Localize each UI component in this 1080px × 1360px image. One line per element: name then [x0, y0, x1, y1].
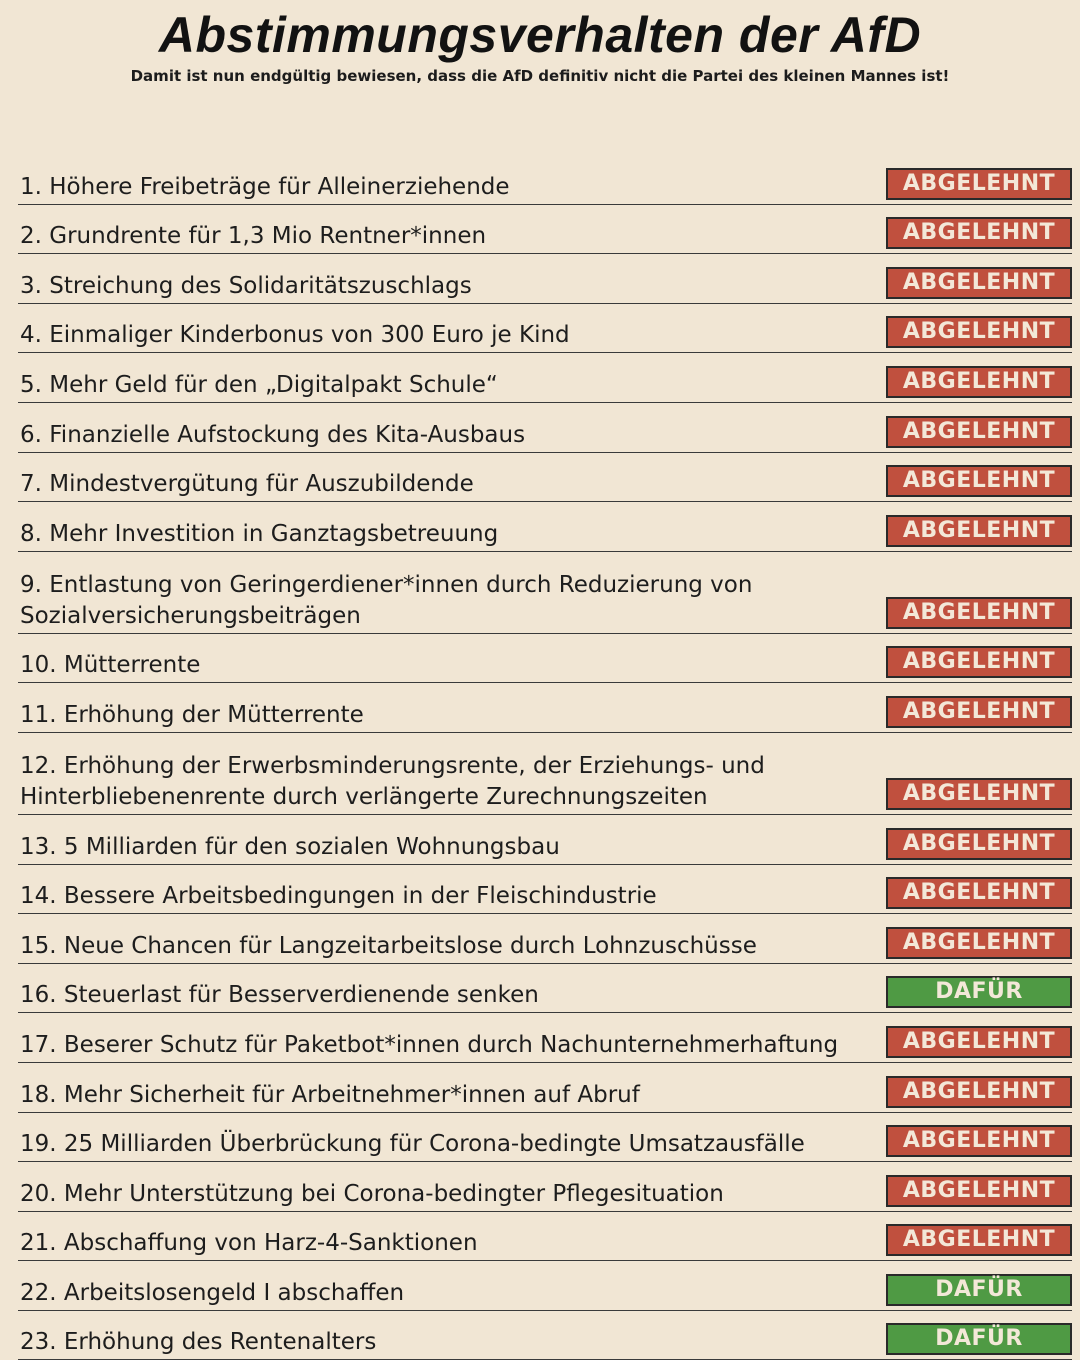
vote-badge-rejected: ABGELEHNT [886, 316, 1072, 348]
proposal-text: 10. Mütterrente [20, 652, 201, 679]
proposal-text: 15. Neue Chancen für Langzeitarbeitslose durch Lohnzuschüsse [20, 932, 757, 959]
proposal-text: 1. Höhere Freibeträge für Alleinerziehende [20, 173, 510, 200]
vote-badge-approved: DAFÜR [886, 976, 1072, 1008]
vote-row [18, 733, 1072, 815]
vote-badge-rejected: ABGELEHNT [886, 465, 1072, 497]
vote-row [18, 155, 1072, 205]
vote-row [18, 964, 1072, 1014]
proposal-text: 8. Mehr Investition in Ganztagsbetreuung [20, 520, 499, 547]
vote-badge-rejected: ABGELEHNT [886, 515, 1072, 547]
proposal-text: 18. Mehr Sicherheit für Arbeitnehmer*innen auf Abruf [20, 1081, 640, 1108]
proposal-text: 23. Erhöhung des Rentenalters [20, 1329, 377, 1356]
proposal-text: 19. 25 Milliarden Überbrückung für Corona-bedingte Umsatzausfälle [20, 1131, 805, 1158]
vote-badge-rejected: ABGELEHNT [886, 416, 1072, 448]
page-subtitle: Damit ist nun endgültig bewiesen, dass die AfD definitiv nicht die Partei des kleinen Mannes ist! [130, 67, 950, 85]
vote-badge-rejected: ABGELEHNT [886, 366, 1072, 398]
vote-row [18, 205, 1072, 255]
vote-badge-rejected: ABGELEHNT [886, 217, 1072, 249]
vote-row [18, 1113, 1072, 1163]
vote-badge-rejected: ABGELEHNT [886, 877, 1072, 909]
proposal-text: 7. Mindestvergütung für Auszubildende [20, 471, 474, 498]
vote-badge-rejected: ABGELEHNT [886, 828, 1072, 860]
proposal-text: 3. Streichung des Solidaritätszuschlags [20, 272, 472, 299]
proposal-text: 11. Erhöhung der Mütterrente [20, 701, 364, 728]
vote-badge-rejected: ABGELEHNT [886, 1076, 1072, 1108]
proposal-text: 2. Grundrente für 1,3 Mio Rentner*innen [20, 223, 487, 250]
proposal-text: 9. Entlastung von Geringerdiener*innen durch Reduzierung von Sozialversicherungsbeiträgen [20, 571, 753, 629]
vote-row [18, 304, 1072, 354]
vote-badge-rejected: ABGELEHNT [886, 646, 1072, 678]
vote-row [18, 815, 1072, 865]
proposal-text: 17. Beserer Schutz für Paketbot*innen durch Nachunternehmerhaftung [20, 1031, 839, 1058]
proposal-text: 21. Abschaffung von Harz-4-Sanktionen [20, 1230, 478, 1257]
header [0, 0, 1080, 86]
vote-badge-rejected: ABGELEHNT [886, 267, 1072, 299]
proposal-text: 16. Steuerlast für Besserverdienende senken [20, 982, 539, 1009]
vote-row [18, 1261, 1072, 1311]
proposal-text: 12. Erhöhung der Erwerbsminderungsrente, der Erziehungs- und Hinterbliebenenrente durch verlängerte Zurechnungszeiten [20, 752, 765, 810]
vote-row [18, 683, 1072, 733]
vote-row [18, 1311, 1072, 1360]
vote-row [18, 1063, 1072, 1113]
vote-badge-rejected: ABGELEHNT [886, 1026, 1072, 1058]
vote-row [18, 865, 1072, 915]
vote-row [18, 552, 1072, 634]
vote-badge-rejected: ABGELEHNT [886, 927, 1072, 959]
proposal-text: 14. Bessere Arbeitsbedingungen in der Fleischindustrie [20, 883, 657, 910]
vote-row [18, 634, 1072, 684]
vote-row [18, 453, 1072, 503]
vote-row [18, 1013, 1072, 1063]
proposal-text: 6. Finanzielle Aufstockung des Kita-Ausbaus [20, 421, 526, 448]
vote-row [18, 1162, 1072, 1212]
vote-badge-rejected: ABGELEHNT [886, 597, 1072, 629]
vote-row [18, 502, 1072, 552]
vote-row [18, 403, 1072, 453]
page-title: Abstimmungsverhalten der AfD [158, 7, 922, 63]
proposal-text: 22. Arbeitslosengeld I abschaffen [20, 1279, 405, 1306]
vote-badge-approved: DAFÜR [886, 1323, 1072, 1355]
vote-row [18, 254, 1072, 304]
proposal-text: 4. Einmaliger Kinderbonus von 300 Euro je Kind [20, 322, 570, 349]
proposal-text: 20. Mehr Unterstützung bei Corona-bedingter Pflegesituation [20, 1180, 724, 1207]
proposal-text: 13. 5 Milliarden für den sozialen Wohnungsbau [20, 833, 560, 860]
vote-badge-rejected: ABGELEHNT [886, 168, 1072, 200]
vote-badge-rejected: ABGELEHNT [886, 1175, 1072, 1207]
vote-list [18, 155, 1072, 1360]
vote-row [18, 353, 1072, 403]
vote-badge-rejected: ABGELEHNT [886, 696, 1072, 728]
vote-badge-rejected: ABGELEHNT [886, 1224, 1072, 1256]
vote-badge-approved: DAFÜR [886, 1274, 1072, 1306]
vote-badge-rejected: ABGELEHNT [886, 778, 1072, 810]
proposal-text: 5. Mehr Geld für den „Digitalpakt Schule“ [20, 371, 498, 398]
vote-badge-rejected: ABGELEHNT [886, 1125, 1072, 1157]
vote-row [18, 1212, 1072, 1262]
vote-row [18, 914, 1072, 964]
